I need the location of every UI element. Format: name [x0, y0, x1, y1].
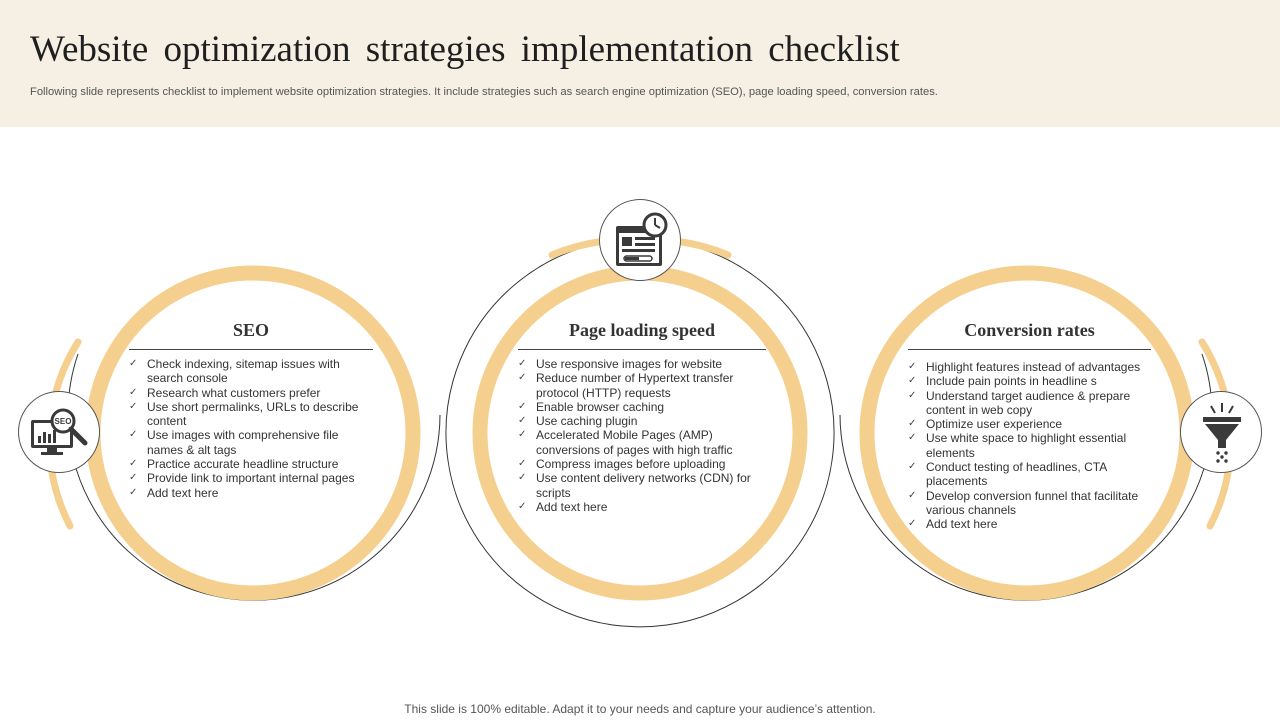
svg-text:SEO: SEO: [54, 417, 72, 426]
checklist-item: ✓ Compress images before uploading: [536, 457, 766, 471]
checklist-item: ✓ Develop conversion funnel that facilitate various channels: [926, 489, 1151, 518]
checklist-item: ✓ Use content delivery networks (CDN) for scripts: [536, 471, 766, 500]
conversion-checklist: [908, 360, 1151, 532]
checklist-item: ✓ Conduct testing of headlines, CTA placements: [926, 460, 1151, 489]
checklist-item: ✓ Use short permalinks, URLs to describe content: [147, 400, 373, 429]
checklist-item: ✓ Enable browser caching: [536, 400, 766, 414]
speed-title: Page loading speed: [518, 320, 766, 350]
checklist-item: ✓ Provide link to important internal pages: [147, 471, 373, 485]
checklist-item: ✓ Check indexing, sitemap issues with search console: [147, 357, 373, 386]
seo-monitor-icon: [19, 392, 101, 474]
checklist-item: ✓ Accelerated Mobile Pages (AMP) conversions of pages with high traffic: [536, 428, 766, 457]
conversion-icon-badge: [1180, 391, 1262, 473]
checklist-item: ✓ Add text here: [536, 500, 766, 514]
conversion-section: [908, 320, 1151, 532]
checklist-item: ✓ Highlight features instead of advantages: [926, 360, 1151, 374]
checklist-item: ✓ Use caching plugin: [536, 414, 766, 428]
checklist-item: ✓ Use white space to highlight essential elements: [926, 431, 1151, 460]
page-title: Website optimization strategies implementation checklist: [30, 29, 900, 70]
checklist-item: ✓ Add text here: [147, 486, 373, 500]
speed-icon-badge: [599, 199, 681, 281]
checklist-item: ✓ Include pain points in headline s: [926, 374, 1151, 388]
seo-icon-badge: [18, 391, 100, 473]
speed-checklist: [518, 357, 766, 514]
seo-title: SEO: [129, 320, 373, 350]
checklist-item: ✓ Optimize user experience: [926, 417, 1151, 431]
checklist-item: ✓ Reduce number of Hypertext transfer protocol (HTTP) requests: [536, 371, 766, 400]
conversion-title: Conversion rates: [908, 320, 1151, 350]
footer-note: This slide is 100% editable. Adapt it to your needs and capture your audience’s attention.: [404, 702, 876, 716]
seo-section: [129, 320, 373, 500]
funnel-icon: [1181, 392, 1263, 474]
checklist-item: ✓ Add text here: [926, 517, 1151, 531]
checklist-item: ✓ Use responsive images for website: [536, 357, 766, 371]
checklist-item: ✓ Practice accurate headline structure: [147, 457, 373, 471]
checklist-item: ✓ Use images with comprehensive file names & alt tags: [147, 428, 373, 457]
page-subtitle: Following slide represents checklist to implement website optimization strategies. It include strategies such as search engine optimization (SEO), page loading speed, conversion rates.: [30, 86, 938, 98]
checklist-item: ✓ Understand target audience & prepare content in web copy: [926, 389, 1151, 418]
seo-checklist: [129, 357, 373, 500]
browser-clock-icon: [600, 200, 682, 282]
speed-section: [518, 320, 766, 514]
checklist-item: ✓ Research what customers prefer: [147, 386, 373, 400]
